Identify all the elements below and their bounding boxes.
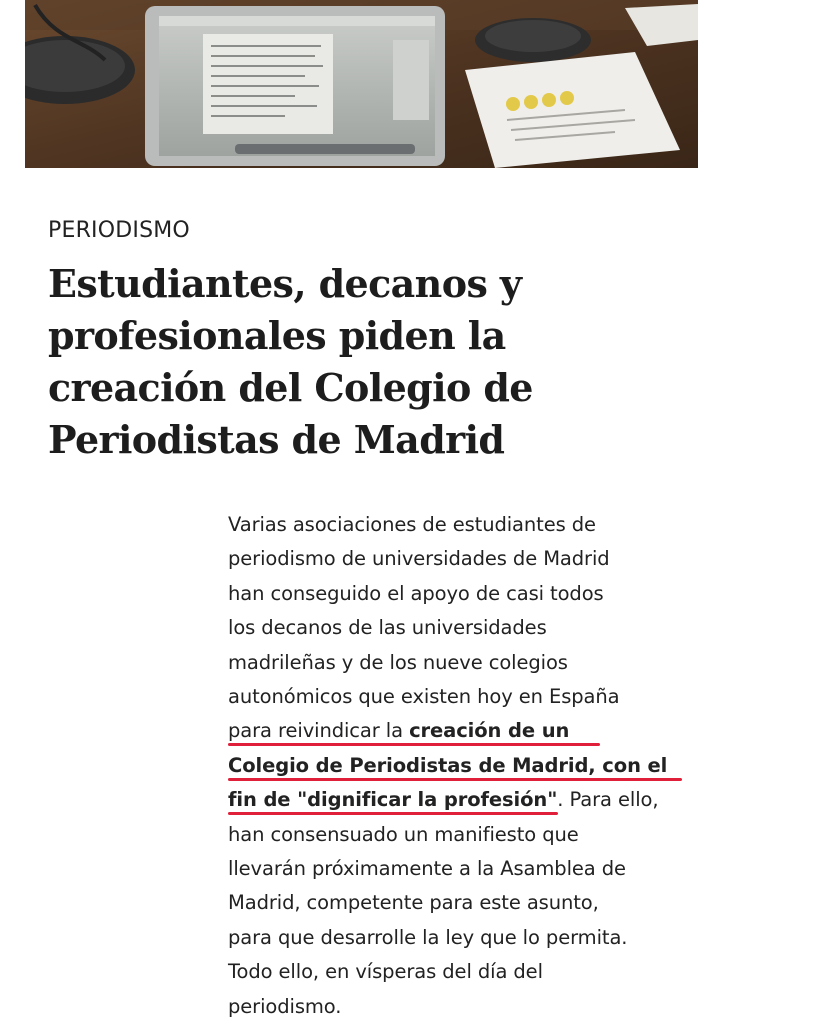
body-text: . Para ello, xyxy=(557,788,659,812)
headline-line: profesionales piden la xyxy=(48,313,506,358)
bold-text: creación de un xyxy=(409,719,570,743)
body-text: para reivindicar la xyxy=(228,719,410,743)
body-line: han consensuado un manifiesto que xyxy=(228,822,579,846)
body-line-highlighted xyxy=(228,783,708,817)
headline-line: creación del Colegio de xyxy=(48,365,533,410)
body-line: periodismo de universidades de Madrid xyxy=(228,547,610,571)
hero-photo xyxy=(25,0,698,168)
red-underline xyxy=(228,778,682,781)
body-line-highlighted xyxy=(228,749,708,783)
laptop-table-photo xyxy=(25,0,698,168)
body-line: madrileñas y de los nueve colegios xyxy=(228,650,568,674)
bold-text: fin de "dignificar la profesión" xyxy=(228,788,558,812)
body-line: Madrid, competente para este asunto, xyxy=(228,891,599,915)
headline-line: Periodistas de Madrid xyxy=(48,417,505,462)
body-line: Varias asociaciones de estudiantes de xyxy=(228,513,596,536)
body-line: llevarán próximamente a la Asamblea de xyxy=(228,857,626,881)
section-label[interactable]: PERIODISMO xyxy=(48,218,190,243)
headline-line: Estudiantes, decanos y xyxy=(48,261,522,306)
article-body xyxy=(228,508,708,1024)
red-underline xyxy=(228,812,558,815)
body-line: para que desarrolle la ley que lo permita. xyxy=(228,925,628,949)
body-line: Todo ello, en vísperas del día del xyxy=(228,960,543,984)
body-line: periodismo. xyxy=(228,994,342,1018)
body-line: los decanos de las universidades xyxy=(228,616,547,640)
body-line: autonómicos que existen hoy en España xyxy=(228,685,620,709)
article-headline xyxy=(48,258,608,466)
body-line: han conseguido el apoyo de casi todos xyxy=(228,581,604,605)
red-underline xyxy=(228,743,600,746)
bold-text: Colegio de Periodistas de Madrid, con el xyxy=(228,753,668,777)
body-line-highlighted xyxy=(228,714,708,748)
